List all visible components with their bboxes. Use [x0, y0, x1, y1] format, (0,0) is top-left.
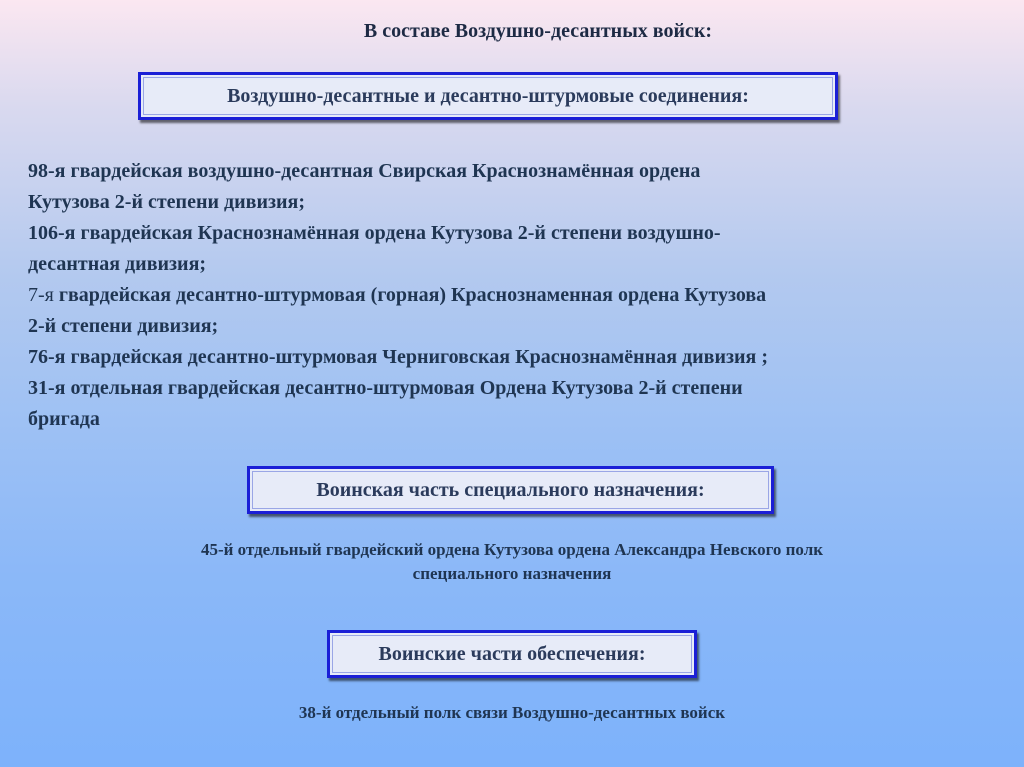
- section-heading-support-units-label: Воинские части обеспечения:: [378, 642, 646, 665]
- section-heading-formations-label: Воздушно-десантные и десантно-штурмовые соединения:: [227, 84, 749, 107]
- list-item-line: 31-я отдельная гвардейская десантно-штурмовая Ордена Кутузова 2-й степени: [28, 377, 743, 399]
- list-item-line: 76-я гвардейская десантно-штурмовая Черниговская Краснознамённая дивизия ;: [28, 346, 769, 368]
- list-item-line: 106-я гвардейская Краснознамённая ордена Кутузова 2-й степени воздушно-: [28, 222, 721, 244]
- section-heading-formations: [138, 72, 838, 120]
- list-item-line: 2-й степени дивизия;: [28, 315, 219, 337]
- list-item: [28, 342, 1008, 373]
- list-item-number: 7-я: [28, 284, 54, 306]
- section-heading-special-purpose: [247, 466, 774, 514]
- list-item: [28, 156, 1008, 218]
- section-heading-support-units: [327, 630, 697, 678]
- list-item: [28, 218, 1008, 280]
- list-item-line: бригада: [28, 408, 100, 430]
- slide-title: В составе Воздушно-десантных войск:: [363, 20, 713, 42]
- signal-regiment-text: 38-й отдельный полк связи Воздушно-десантных войск: [298, 703, 726, 722]
- list-item: [28, 280, 1008, 342]
- list-item-line: Кутузова 2-й степени дивизия;: [28, 191, 306, 213]
- section-heading-special-purpose-label: Воинская часть специального назначения:: [316, 478, 705, 501]
- list-item-line: 98-я гвардейская воздушно-десантная Свирская Краснознамённая ордена: [28, 160, 701, 182]
- special-purpose-regiment-line2: специального назначения: [412, 564, 612, 583]
- formations-list: [28, 156, 1008, 435]
- list-item: [28, 373, 1008, 435]
- list-item-line: десантная дивизия;: [28, 253, 207, 275]
- special-purpose-regiment-line1: 45-й отдельный гвардейский ордена Кутузова ордена Александра Невского полк: [200, 540, 824, 559]
- list-item-line: гвардейская десантно-штурмовая (горная) Краснознаменная ордена Кутузова: [53, 284, 767, 306]
